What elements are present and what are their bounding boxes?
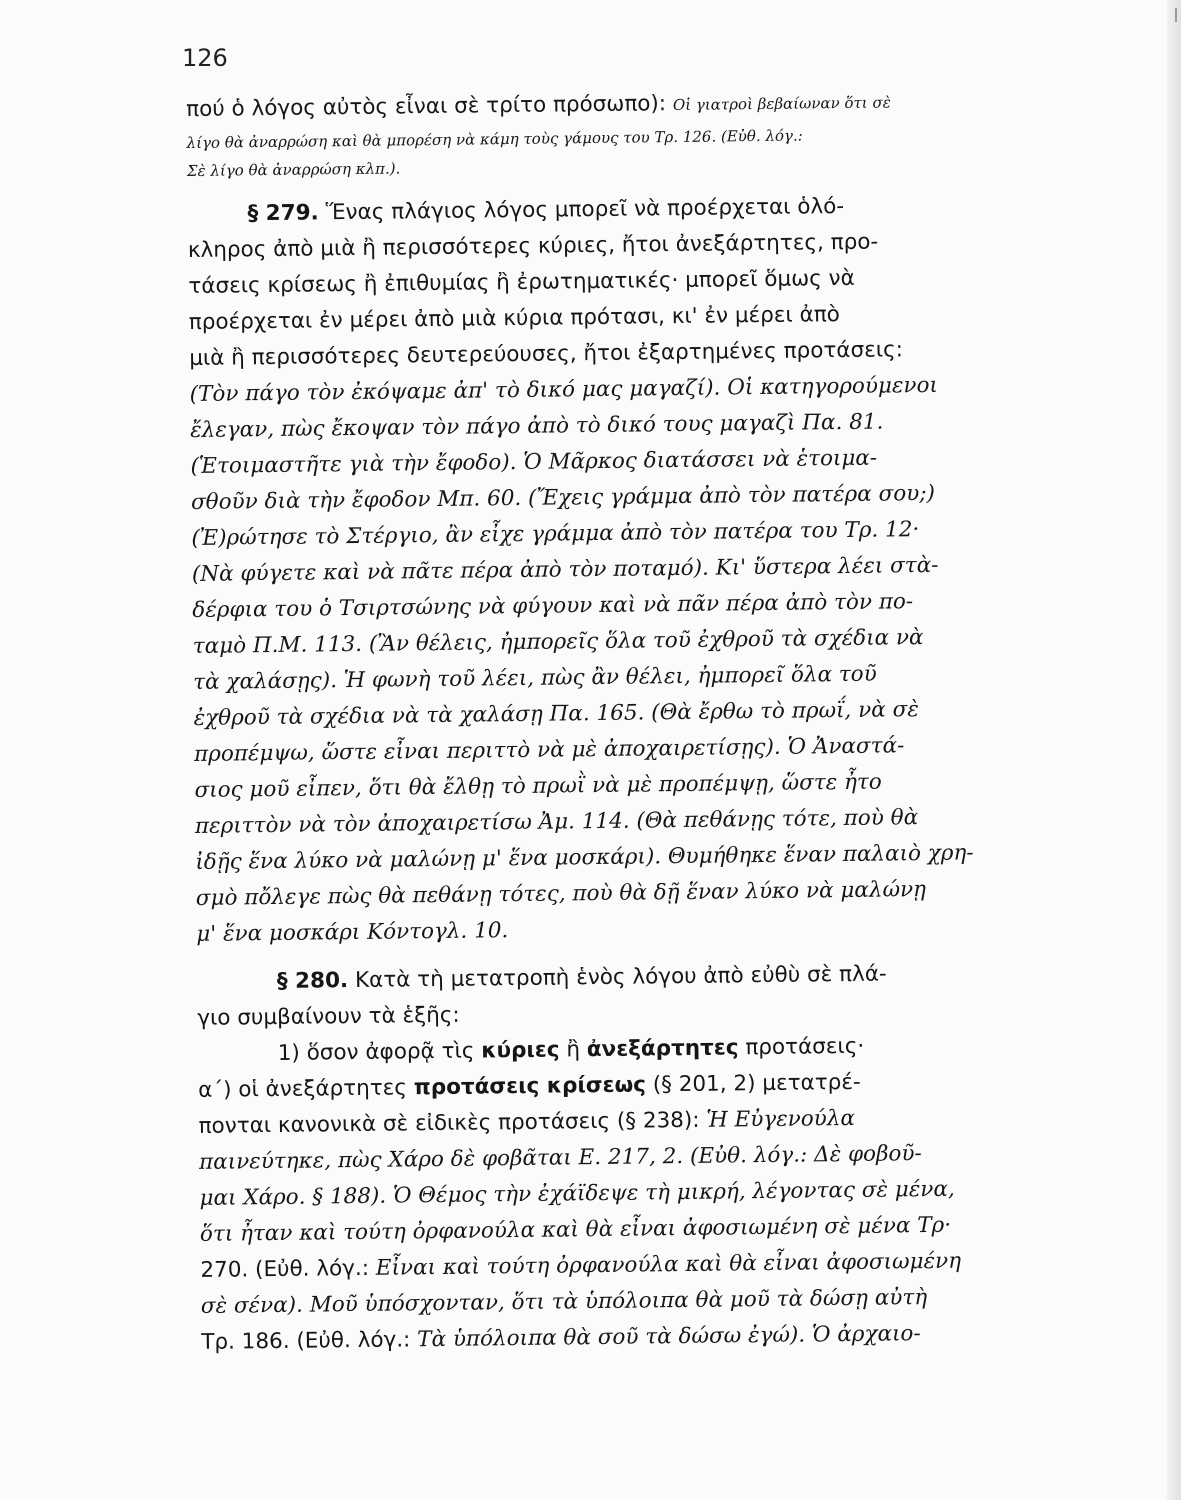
page-number: 126 — [182, 44, 228, 72]
text-line: (Ἑτοιμαστῆτε γιὰ τὴν ἔφοδο). Ὁ Μᾶρκος διατάσσει νὰ ἑτοιμα- — [190, 445, 878, 479]
section-number: § 279. — [247, 200, 319, 227]
text-line: σὲ σένα). Μοῦ ὑπόσχονταν, ὅτι τὰ ὑπόλοιπα θὰ μοῦ τὰ δώσῃ αὐτὴ — [200, 1285, 928, 1319]
text-line: γιο συμβαίνουν τὰ ἑξῆς: — [197, 1002, 460, 1031]
section-number: § 280. — [276, 968, 349, 994]
text-line: τὰ χαλάσῃς). Ἡ φωνὴ τοῦ λέει, πὼς ἂν θέλει, ἠμπορεῖ ὅλα τοῦ — [193, 661, 877, 695]
text-line: μαι Χάρο. § 188). Ὁ Θέμος τὴν ἐχάϊδεψε τὴ μικρή, λέγοντας σὲ μένα, — [199, 1176, 955, 1211]
text-line: ἐχθροῦ τὰ σχέδια νὰ τὰ χαλάσῃ Πα. 165. (Θὰ ἔρθω τὸ πρωΐ, νὰ σὲ — [193, 697, 919, 731]
text-line: ὅτι ἦταν καὶ τούτη ὀρφανούλα καὶ θὰ εἶναι ἀφοσιωμένη σὲ μένα Τρ· — [199, 1212, 952, 1247]
text-line: κληρος ἀπὸ μιὰ ἢ περισσότερες κύριες, ἤτοι ἀνεξάρτητες, προ- — [187, 229, 879, 263]
text-line: 270. (Εὐθ. λόγ.: Εἶναι καὶ τούτη ὀρφανούλα καὶ θὰ εἶναι ἀφοσιωμένη — [200, 1248, 962, 1283]
text-line: σθοῦν διὰ τὴν ἔφοδον Μπ. 60. (Ἔχεις γράμμα ἀπὸ τὸν πατέρα σου;) — [190, 480, 936, 515]
text-line: 1) ὅσον ἀφορᾷ τὶς κύριες ἢ ἀνεξάρτητες προτάσεις· — [277, 1033, 865, 1066]
text-line: περιττὸν νὰ τὸν ἀποχαιρετίσω Ἀμ. 114. (Θὰ πεθάνῃς τότε, ποὺ θὰ — [194, 805, 919, 839]
text-line: α΄) οἱ ἀνεξάρτητες προτάσεις κρίσεως (§ 201, 2) μετατρέ- — [198, 1069, 861, 1103]
text-line: ἰδῇς ἕνα λύκο νὰ μαλώνῃ μ' ἕνα μοσκάρι). Θυμήθηκε ἕναν παλαιὸ χρη- — [195, 840, 974, 875]
text-line: § 280. Κατὰ τὴ μετατροπὴ ἑνὸς λόγου ἀπὸ εὐθὺ σὲ πλά- — [276, 961, 887, 994]
text-line: ἔλεγαν, πὼς ἔκοψαν τὸν πάγο ἀπὸ τὸ δικό τους μαγαζὶ Πα. 81. — [189, 409, 884, 443]
edge-mark — [1175, 8, 1177, 22]
text-line: προπέμψω, ὥστε εἶναι περιττὸ νὰ μὲ ἀποχαιρετίσῃς). Ὁ Ἀναστά- — [193, 733, 905, 767]
text-line: τάσεις κρίσεως ἢ ἐπιθυμίας ἢ ἐρωτηματικές· μπορεῖ ὅμως νὰ — [188, 265, 855, 299]
page-text — [186, 81, 1063, 1360]
text-line: παινεύτηκε, πὼς Χάρο δὲ φοβᾶται Ε. 217, 2. (Εὐθ. λόγ.: Δὲ φοβοῦ- — [198, 1141, 922, 1175]
text-line: σιος μοῦ εἶπεν, ὅτι θὰ ἔλθῃ τὸ πρωῒ νὰ μὲ προπέμψῃ, ὥστε ἦτο — [194, 769, 882, 803]
text-line: σμὸ πὄλεγε πὼς θὰ πεθάνῃ τότες, ποὺ θὰ δῇ ἕναν λύκο νὰ μαλώνῃ — [195, 877, 927, 911]
text-line: μιὰ ἢ περισσότερες δευτερεύουσες, ἤτοι ἐξαρτημένες προτάσεις: — [189, 337, 904, 371]
text-line: § 279. Ἕνας πλάγιος λόγος μπορεῖ νὰ προέρχεται ὁλό- — [247, 193, 845, 227]
text-line: δέρφια του ὁ Τσιρτσώνης νὰ φύγουν καὶ νὰ πᾶν πέρα ἀπὸ τὸν πο- — [192, 589, 914, 623]
text-line: (Τὸν πάγο τὸν ἐκόψαμε ἀπ' τὸ δικό μας μαγαζί). Οἱ κατηγορούμενοι — [189, 372, 939, 407]
text-line: (Νὰ φύγετε καὶ νὰ πᾶτε πέρα ἀπὸ τὸν ποταμό). Κι' ὕστερα λέει στὰ- — [191, 552, 939, 587]
text-line: λίγο θὰ ἀναρρώση καὶ θὰ μπορέση νὰ κάμη τοὺς γάμους του Τρ. 126. (Εὐθ. λόγ.: — [186, 126, 803, 152]
text-line: πονται κανονικὰ σὲ εἰδικὲς προτάσεις (§ 238): Ἡ Εὐγενούλα — [198, 1105, 856, 1139]
text-line: προέρχεται ἐν μέρει ἀπὸ μιὰ κύρια πρότασι, κι' ἐν μέρει ἀπὸ — [188, 302, 840, 335]
text-line: μ' ἕνα μοσκάρι Κόντογλ. 10. — [196, 918, 509, 947]
text-line: ταμὸ Π.Μ. 113. (Ἂν θέλεις, ἠμπορεῖς ὅλα τοῦ ἐχθροῦ τὰ σχέδια νὰ — [192, 625, 924, 659]
text-line: (Ἐ)ρώτησε τὸ Στέργιο, ἂν εἶχε γράμμα ἀπὸ τὸν πατέρα του Τρ. 12· — [191, 517, 920, 551]
text-line: Σὲ λίγο θὰ ἀναρρώση κλπ.). — [186, 159, 401, 180]
page-edge-shadow — [1167, 0, 1181, 1500]
text-line: Τρ. 186. (Εὐθ. λόγ.: Τὰ ὑπόλοιπα θὰ σοῦ τὰ δώσω ἐγώ). Ὁ ἀρχαιο- — [201, 1321, 921, 1355]
text-line: πού ὁ λόγος αὐτὸς εἶναι σὲ τρίτο πρόσωπο): Οἱ γιατροὶ βεβαίωναν ὅτι σὲ — [186, 91, 891, 122]
